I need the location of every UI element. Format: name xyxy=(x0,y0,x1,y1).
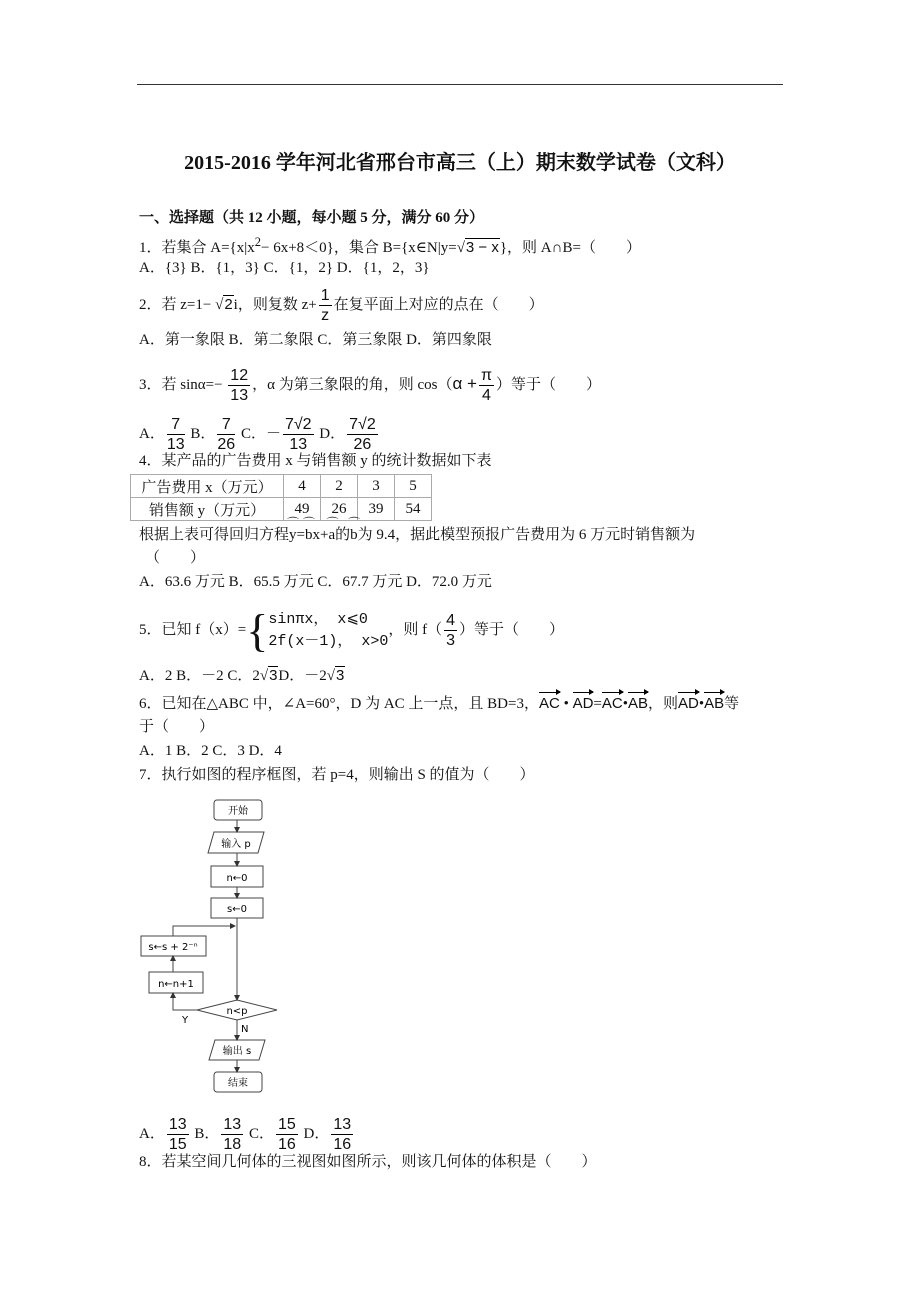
numerator: π xyxy=(480,367,492,384)
flow-s-init: s←0 xyxy=(227,904,247,915)
q5-text: 5．已知 f（x）= xyxy=(139,622,247,638)
a-hat: ⌒ a xyxy=(328,525,335,545)
table-row xyxy=(131,498,432,521)
q2-text: 在复平面上对应的点在（ ） xyxy=(333,296,544,313)
q6-options: A．1 B．2 C．3 D．4 xyxy=(139,743,282,759)
b-hat: ⌒ b xyxy=(305,525,313,545)
q2-radical: 2 xyxy=(224,295,233,313)
flow-update-s: s←s + 2⁻ⁿ xyxy=(148,942,198,953)
numerator: 13 xyxy=(168,1116,187,1133)
denominator: 4 xyxy=(482,387,491,404)
dot: • xyxy=(559,696,573,712)
q3-text: 3．若 sinα=− xyxy=(139,376,227,393)
denominator: 15 xyxy=(168,1136,187,1153)
denominator: 13 xyxy=(230,387,249,404)
numerator: 7√2 xyxy=(284,416,312,433)
denominator: 16 xyxy=(277,1136,296,1153)
numerator: 4 xyxy=(446,612,455,630)
case: 2f(x－1)， x>0 xyxy=(268,632,389,650)
numerator: 13 xyxy=(333,1116,352,1133)
q3-text: ，α 为第三象限的角，则 cos（ xyxy=(252,376,453,393)
option-fraction xyxy=(221,1115,243,1154)
q3-text: ）等于（ ） xyxy=(495,376,601,393)
option-fraction xyxy=(276,1115,298,1154)
option-label: B． xyxy=(194,1125,220,1142)
vector: AB xyxy=(704,695,725,712)
option-label: B． xyxy=(190,425,216,442)
q1-text: 1．若集合 A={x|x xyxy=(139,240,255,256)
table-cell: 广告费用 x（万元） xyxy=(131,475,284,498)
option-fraction xyxy=(217,415,235,454)
data-table xyxy=(130,474,432,521)
q1-text: − 6x+8＜0}，集合 B={x∈N|y= xyxy=(261,240,457,256)
question-1: 1．若集合 $A=\{x|x^2- 6x+8<0\}$，集合 B={x∈N|y=√3 − x}，则 A∩B=（ ） xyxy=(139,235,641,256)
denominator: z xyxy=(321,307,330,324)
vector: AB xyxy=(628,695,649,712)
table-row xyxy=(131,475,432,498)
denominator: 26 xyxy=(217,436,236,453)
vector: AC xyxy=(538,695,560,712)
question-6 xyxy=(139,694,739,714)
flow-output: 输出 s xyxy=(222,1046,252,1057)
dot: • xyxy=(622,696,628,712)
numerator: 7√2 xyxy=(349,416,376,433)
dot: • xyxy=(698,696,705,712)
question-8: 8．若某空间几何体的三视图如图所示，则该几何体的体积是（ ） xyxy=(139,1154,597,1170)
cases xyxy=(268,609,388,653)
q2-text: 2．若 z=1− xyxy=(139,296,216,313)
table-cell: 3 xyxy=(358,475,395,498)
table-cell: 49 xyxy=(284,498,321,521)
q3-options xyxy=(139,415,380,454)
piecewise-function xyxy=(246,604,389,656)
denominator: 18 xyxy=(223,1136,242,1153)
vector: AC xyxy=(601,695,623,712)
q1-sup: 2 xyxy=(254,235,261,249)
table-cell: 26 xyxy=(321,498,358,521)
denominator: 13 xyxy=(166,436,185,453)
q4-text: x+ xyxy=(312,527,329,543)
option-label: A． xyxy=(139,1125,165,1142)
section-heading: 一、选择题（共 12 小题，每小题 5 分，满分 60 分） xyxy=(139,210,485,226)
y-hat: ⌒ y xyxy=(289,525,297,545)
q5-fraction xyxy=(444,611,457,650)
option-label: C． xyxy=(248,1125,274,1142)
q4-text: 的 xyxy=(335,527,351,543)
q2-text: i，则复数 z+ xyxy=(233,296,317,313)
table-cell: 54 xyxy=(395,498,432,521)
q1-options: A．{3} B．{1，3} C．{1，2} D．{1，2，3} xyxy=(139,260,430,276)
option-fraction xyxy=(331,1115,353,1154)
option-fraction xyxy=(167,1115,189,1154)
option-label: A． xyxy=(139,425,165,442)
question-4: 4．某产品的广告费用 x 与销售额 y 的统计数据如下表 xyxy=(139,453,492,469)
q5-text: D．－2 xyxy=(278,668,327,684)
flow-start: 开始 xyxy=(228,806,248,817)
numerator: 15 xyxy=(277,1116,296,1133)
case: sinπx， x⩽0 xyxy=(268,610,368,628)
q4-text: 根据上表可得回归方程 xyxy=(139,527,290,543)
q5-text: ，则 f（ xyxy=(388,622,443,638)
flow-end: 结束 xyxy=(228,1078,248,1089)
flow-condition: n<p xyxy=(226,1006,248,1017)
q4-regression-text xyxy=(139,525,695,545)
option-fraction xyxy=(283,415,314,454)
denominator: 26 xyxy=(353,436,372,453)
numerator: 12 xyxy=(230,367,249,384)
flow-yes-label: Y xyxy=(182,1015,189,1026)
b-hat: ⌒ b xyxy=(350,525,358,545)
q1-radical: 3 − x xyxy=(465,239,499,256)
option-label: C．－ xyxy=(240,425,281,442)
q5-text: A．2 B．－2 C．2 xyxy=(139,668,260,684)
q2-options: A．第一象限 B．第二象限 C．第三象限 D．第四象限 xyxy=(139,332,492,348)
table-cell: 5 xyxy=(395,475,432,498)
flow-input: 输入 p xyxy=(221,839,251,850)
q7-options xyxy=(139,1115,355,1154)
option-fraction xyxy=(347,415,378,454)
radical: 3 xyxy=(269,667,278,684)
question-7: 7．执行如图的程序框图，若 p=4，则输出 S 的值为（ ） xyxy=(139,767,535,783)
table-cell: 2 xyxy=(321,475,358,498)
numerator: 13 xyxy=(223,1116,242,1133)
vector: AD xyxy=(678,695,699,712)
q4-options: A．63.6 万元 B．65.5 万元 C．67.7 万元 D．72.0 万元 xyxy=(139,574,492,590)
q6-text: ，则 xyxy=(648,696,679,712)
denominator: 3 xyxy=(446,632,455,650)
flow-n-init: n←0 xyxy=(226,873,248,884)
table-cell: 销售额 y（万元） xyxy=(131,498,284,521)
radical: 3 xyxy=(336,667,345,684)
option-fraction xyxy=(167,415,185,454)
flow-no-label: N xyxy=(241,1024,249,1035)
q3-pi-fraction xyxy=(479,366,494,405)
question-3 xyxy=(139,366,601,405)
q4-paren: （ ） xyxy=(145,550,206,566)
header-rule xyxy=(137,84,783,85)
q2-fraction xyxy=(319,286,332,325)
q6-line2: 于（ ） xyxy=(139,719,215,735)
q6-text: = xyxy=(593,696,602,712)
q3-alpha: α + xyxy=(452,373,477,393)
question-2: 2．若 z=1− √2i，则复数 z+ $\frac{1}{z}$ 在复平面上对应的点在（ ） xyxy=(139,287,544,324)
q3-fraction xyxy=(228,366,250,405)
table-cell: 4 xyxy=(284,475,321,498)
q5-text: ）等于（ ） xyxy=(458,622,564,638)
numerator: 7 xyxy=(167,415,185,435)
numerator: 7 xyxy=(217,415,235,435)
table-cell: 39 xyxy=(358,498,395,521)
q6-text: 等 xyxy=(724,696,740,712)
denominator: 13 xyxy=(289,436,308,453)
page-title: 2015-2016 学年河北省邢台市高三（上）期末数学试卷（文科） xyxy=(184,152,736,174)
flowchart xyxy=(130,790,330,1100)
option-label: D． xyxy=(303,1125,330,1142)
option-label: D． xyxy=(319,425,346,442)
numerator: 1 xyxy=(320,287,330,304)
q5-options: A．2 B．－2 C．2√3D．－2√3 xyxy=(139,667,345,684)
denominator: 16 xyxy=(333,1136,352,1153)
q4-text: = xyxy=(296,527,305,543)
q6-text: 6．已知在△ABC 中，∠A=60°，D 为 AC 上一点，且 BD=3， xyxy=(139,696,539,712)
brace: { xyxy=(246,604,269,656)
vector: AD xyxy=(572,695,594,712)
question-5 xyxy=(139,606,564,654)
q4-text: 为 9.4，据此模型预报广告费用为 6 万元时销售额为 xyxy=(357,527,696,543)
q1-text: }，则 A∩B=（ ） xyxy=(499,240,641,256)
flow-update-n: n←n+1 xyxy=(158,979,194,990)
